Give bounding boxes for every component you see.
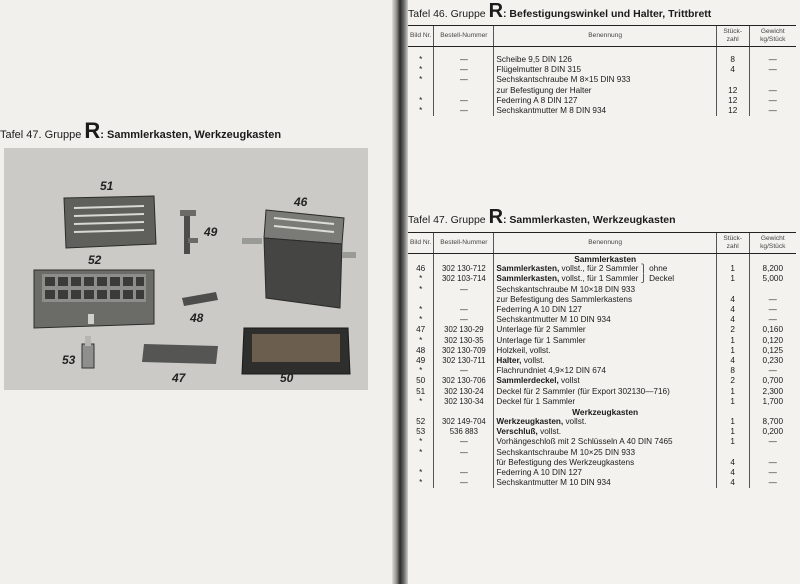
t46-table — [408, 25, 796, 116]
table-row — [408, 305, 796, 315]
cell-bestell-nummer — [434, 458, 494, 468]
cell-benennung — [494, 397, 716, 407]
cell-empty — [749, 407, 796, 417]
cell-bestell-nummer: — — [434, 478, 494, 488]
column-header: Benennung — [494, 26, 716, 47]
cell-bestell-nummer: 302 149-704 — [434, 417, 494, 427]
cell-benennung — [494, 366, 716, 376]
cell-bestell-nummer: 536 883 — [434, 427, 494, 437]
table-row — [408, 295, 796, 305]
cell-benennung — [494, 386, 716, 396]
cell-gewicht: 5,000 — [749, 274, 796, 284]
cell-bild-nr: * — [419, 335, 423, 345]
cell-bild-nr: * — [419, 396, 423, 406]
cell-stueckzahl — [716, 75, 749, 85]
cell-empty — [434, 254, 494, 265]
cell-bestell-nummer: — — [434, 55, 494, 65]
item-name-bold: Sammlerkasten, — [496, 274, 560, 284]
part-47-pad — [142, 344, 218, 364]
cell-benennung — [494, 346, 716, 356]
photo-label-53: 53 — [62, 353, 76, 367]
cell-benennung — [494, 315, 716, 325]
cell-gewicht: — — [749, 315, 796, 325]
cell-bestell-nummer: — — [434, 437, 494, 447]
cell-bestell-nummer: 302 103-714 — [434, 274, 494, 284]
cell-benennung — [494, 274, 716, 284]
table-row — [408, 315, 796, 325]
cell-stueckzahl: 4 — [716, 458, 749, 468]
cell-stueckzahl: 8 — [716, 55, 749, 65]
table-row — [408, 458, 796, 468]
cell-gewicht: 0,120 — [749, 336, 796, 346]
cell-gewicht: — — [749, 86, 796, 96]
cell-gewicht: — — [749, 366, 796, 376]
cell-stueckzahl: 1 — [716, 336, 749, 346]
item-name-text: zur Befestigung des Sammlerkastens — [496, 294, 633, 304]
cell-benennung — [494, 295, 716, 305]
cell-gewicht — [749, 75, 796, 85]
item-name-text: vollst., für 1 Sammler ⎭ Deckel — [559, 274, 675, 284]
column-header: Bild Nr. — [408, 26, 434, 47]
cell-bild-nr: * — [419, 95, 423, 105]
cell-bestell-nummer: 302 130-29 — [434, 325, 494, 335]
item-name-text: Deckel für 1 Sammler — [496, 396, 576, 406]
part-52-toolbox — [34, 270, 154, 328]
cell-benennung — [494, 478, 716, 488]
cell-bild-nr: * — [419, 75, 423, 85]
column-header: Stück-zahl — [716, 26, 749, 47]
cell-bild-nr: * — [419, 437, 423, 447]
cell-gewicht: — — [749, 106, 796, 116]
column-header: Stück-zahl — [716, 233, 749, 254]
item-name-text: Sechskantmutter M 10 DIN 934 — [496, 315, 611, 325]
cell-gewicht: 2,300 — [749, 386, 796, 396]
cell-stueckzahl — [716, 285, 749, 295]
photo-label-46: 46 — [294, 195, 308, 209]
cell-stueckzahl: 1 — [716, 274, 749, 284]
table-row — [408, 55, 796, 65]
cell-bild-nr: 47 — [416, 325, 426, 335]
group-heading: Werkzeugkasten — [494, 407, 716, 417]
photo-label-50: 50 — [280, 371, 294, 385]
cell-bestell-nummer: 302 130-35 — [434, 336, 494, 346]
cell-benennung — [494, 305, 716, 315]
cell-bild-nr — [408, 458, 434, 468]
cell-stueckzahl: 12 — [716, 86, 749, 96]
table-row — [408, 427, 796, 437]
cell-benennung — [494, 285, 716, 295]
item-name-bold: Verschluß, — [496, 427, 538, 437]
cell-bild-nr: 51 — [416, 386, 426, 396]
cell-stueckzahl: 8 — [716, 366, 749, 376]
table-row — [408, 386, 796, 396]
table-row — [408, 86, 796, 96]
cell-gewicht: — — [749, 305, 796, 315]
table-row — [408, 376, 796, 386]
group-row — [408, 254, 796, 265]
cell-benennung — [494, 264, 716, 274]
part-50-cover — [242, 328, 350, 374]
t46-title: Tafel 46. Gruppe R: Befestigungswinkel und Halter, Trittbrett — [408, 0, 712, 22]
cell-benennung — [494, 468, 716, 478]
item-name-text: vollst. — [537, 427, 562, 437]
cell-benennung — [494, 106, 716, 116]
cell-benennung — [494, 448, 716, 458]
table-row — [408, 325, 796, 335]
cell-gewicht: 0,700 — [749, 376, 796, 386]
item-name-text: Sechskantschraube M 10×25 DIN 933 — [496, 447, 636, 457]
cell-bild-nr: * — [419, 305, 423, 315]
photo-label-48: 48 — [190, 311, 204, 325]
cell-gewicht: — — [749, 96, 796, 106]
cell-stueckzahl: 1 — [716, 437, 749, 447]
item-name-text: Sechskantschraube M 10×18 DIN 933 — [496, 284, 636, 294]
column-header: Bestell-Nummer — [434, 233, 494, 254]
cell-benennung — [494, 427, 716, 437]
cell-gewicht: 0,230 — [749, 356, 796, 366]
cell-bestell-nummer: — — [434, 366, 494, 376]
cell-bild-nr: * — [419, 106, 423, 116]
cell-gewicht: 8,200 — [749, 264, 796, 274]
cell-benennung — [494, 325, 716, 335]
parts-photo-drawing — [4, 148, 368, 390]
cell-bestell-nummer: — — [434, 315, 494, 325]
cell-gewicht — [749, 285, 796, 295]
cell-benennung — [494, 458, 716, 468]
cell-gewicht: — — [749, 478, 796, 488]
table-row — [408, 366, 796, 376]
t47-title: Tafel 47. Gruppe R: Sammlerkasten, Werkzeugkasten — [408, 206, 676, 228]
item-name-bold: Werkzeugkasten, — [496, 417, 564, 427]
cell-bild-nr: * — [419, 468, 423, 478]
cell-bild-nr: * — [419, 478, 423, 488]
cell-benennung — [494, 336, 716, 346]
left-page — [0, 0, 392, 584]
cell-bild-nr: * — [419, 274, 423, 284]
item-name-text: Deckel für 2 Sammler (für Export 302130—716) — [496, 386, 670, 396]
item-name-text: Federring A 8 DIN 127 — [496, 95, 578, 105]
cell-bild-nr: 53 — [416, 427, 426, 437]
cell-benennung — [494, 417, 716, 427]
item-name-text: Unterlage für 2 Sammler — [496, 325, 586, 335]
cell-gewicht: — — [749, 458, 796, 468]
column-header: Bild Nr. — [408, 233, 434, 254]
item-name-bold: Sammlerkasten, — [496, 264, 560, 274]
cell-benennung — [494, 86, 716, 96]
item-name-text: vollst., für 2 Sammler ⎫ ohne — [559, 264, 668, 274]
item-name-text: Sechskantmutter M 10 DIN 934 — [496, 478, 611, 488]
cell-bild-nr: 50 — [416, 376, 426, 386]
cell-bestell-nummer: 302 130-709 — [434, 346, 494, 356]
cell-stueckzahl: 4 — [716, 295, 749, 305]
item-name-text: Federring A 10 DIN 127 — [496, 468, 582, 478]
cell-benennung — [494, 356, 716, 366]
item-name-text: Scheibe 9,5 DIN 126 — [496, 55, 572, 65]
item-name-text: zur Befestigung der Halter — [496, 85, 592, 95]
item-name-text: Unterlage für 1 Sammler — [496, 335, 586, 345]
heading-tafel: Tafel 47. Gruppe — [0, 129, 85, 141]
table-row — [408, 106, 796, 116]
cell-gewicht: 8,700 — [749, 417, 796, 427]
cell-gewicht: 0,200 — [749, 427, 796, 437]
cell-stueckzahl — [716, 448, 749, 458]
cell-stueckzahl: 1 — [716, 417, 749, 427]
group-row — [408, 407, 796, 417]
item-name-text: für Befestigung des Werkzeugkastens — [496, 457, 635, 467]
column-header: Bestell-Nummer — [434, 26, 494, 47]
cell-benennung — [494, 96, 716, 106]
cell-stueckzahl: 2 — [716, 325, 749, 335]
photo-label-51: 51 — [100, 179, 114, 193]
left-page-heading — [0, 118, 281, 144]
cell-bild-nr: * — [419, 65, 423, 75]
cell-bild-nr: * — [419, 55, 423, 65]
t47-table — [408, 232, 796, 488]
cell-bestell-nummer: — — [434, 96, 494, 106]
cell-bild-nr: 46 — [416, 264, 426, 274]
photo-label-47: 47 — [172, 371, 186, 385]
right-page — [408, 0, 800, 584]
cell-stueckzahl: 4 — [716, 468, 749, 478]
cell-benennung — [494, 55, 716, 65]
table-row — [408, 468, 796, 478]
cell-stueckzahl: 2 — [716, 376, 749, 386]
cell-bestell-nummer: — — [434, 448, 494, 458]
cell-stueckzahl: 1 — [716, 386, 749, 396]
cell-bild-nr — [408, 86, 434, 96]
parts-photo — [4, 148, 368, 390]
cell-bestell-nummer — [434, 295, 494, 305]
cell-empty — [408, 254, 434, 265]
table-row — [408, 356, 796, 366]
cell-stueckzahl: 12 — [716, 106, 749, 116]
cell-bestell-nummer: — — [434, 65, 494, 75]
cell-stueckzahl: 4 — [716, 315, 749, 325]
cell-bestell-nummer: 302 130-34 — [434, 397, 494, 407]
table-row — [408, 417, 796, 427]
cell-bild-nr: 49 — [416, 355, 426, 365]
cell-gewicht: 0,125 — [749, 346, 796, 356]
table-row — [408, 274, 796, 284]
cell-bestell-nummer: 302 130-712 — [434, 264, 494, 274]
cell-bestell-nummer — [434, 86, 494, 96]
cell-gewicht: — — [749, 468, 796, 478]
column-header: Benennung — [494, 233, 716, 254]
cell-bestell-nummer: — — [434, 468, 494, 478]
cell-benennung — [494, 437, 716, 447]
cell-stueckzahl: 4 — [716, 356, 749, 366]
cell-bestell-nummer: 302 130-706 — [434, 376, 494, 386]
cell-gewicht: — — [749, 295, 796, 305]
cell-stueckzahl: 1 — [716, 264, 749, 274]
cell-empty — [408, 407, 434, 417]
group-heading: Sammlerkasten — [494, 254, 716, 265]
item-name-text: vollst. — [521, 355, 545, 365]
cell-empty — [749, 254, 796, 265]
cell-stueckzahl: 12 — [716, 96, 749, 106]
item-name-text: vollst. — [563, 417, 587, 427]
cell-stueckzahl: 1 — [716, 346, 749, 356]
column-header: Gewicht kg/Stück — [749, 26, 796, 47]
cell-bestell-nummer: — — [434, 285, 494, 295]
table-row — [408, 96, 796, 106]
cell-bild-nr: 52 — [416, 417, 426, 427]
item-name-text: Holzkeil, vollst. — [496, 345, 551, 355]
cell-benennung — [494, 65, 716, 75]
table-row — [408, 65, 796, 75]
table-row — [408, 346, 796, 356]
item-name-text: Sechskantmutter M 8 DIN 934 — [496, 106, 607, 116]
item-name-text: Flachrundniet 4,9×12 DIN 674 — [496, 366, 606, 376]
cell-benennung — [494, 376, 716, 386]
cell-bestell-nummer: 302 130-711 — [434, 356, 494, 366]
cell-stueckzahl: 4 — [716, 65, 749, 75]
cell-gewicht: — — [749, 55, 796, 65]
item-name-text: vollst — [558, 376, 580, 386]
heading-group-letter: R — [84, 118, 101, 143]
cell-bestell-nummer: 302 130-24 — [434, 386, 494, 396]
cell-bild-nr: * — [419, 315, 423, 325]
cell-gewicht: — — [749, 437, 796, 447]
book-gutter — [392, 0, 408, 584]
cell-bestell-nummer: — — [434, 75, 494, 85]
table-row — [408, 448, 796, 458]
cell-bild-nr: * — [419, 447, 423, 457]
cell-benennung — [494, 75, 716, 85]
table-row — [408, 397, 796, 407]
cell-gewicht: — — [749, 65, 796, 75]
table-row — [408, 478, 796, 488]
photo-label-52: 52 — [88, 253, 102, 267]
item-name-bold: Halter, — [496, 355, 522, 365]
table-row — [408, 285, 796, 295]
item-name-text: Federring A 10 DIN 127 — [496, 305, 582, 315]
cell-stueckzahl: 4 — [716, 305, 749, 315]
cell-bild-nr: * — [419, 284, 423, 294]
table-row — [408, 264, 796, 274]
cell-empty — [716, 254, 749, 265]
cell-gewicht: 0,160 — [749, 325, 796, 335]
item-name-text: Sechskantschraube M 8×15 DIN 933 — [496, 75, 631, 85]
photo-label-49: 49 — [204, 225, 218, 239]
cell-bild-nr: * — [419, 366, 423, 376]
cell-bild-nr — [408, 295, 434, 305]
heading-title: : Sammlerkasten, Werkzeugkasten — [100, 129, 282, 141]
cell-gewicht: 1,700 — [749, 397, 796, 407]
item-name-bold: Sammlerdeckel, — [496, 376, 559, 386]
column-header: Gewicht kg/Stück — [749, 233, 796, 254]
cell-empty — [716, 407, 749, 417]
table-row — [408, 437, 796, 447]
cell-stueckzahl: 4 — [716, 478, 749, 488]
table-row — [408, 75, 796, 85]
cell-stueckzahl: 1 — [716, 397, 749, 407]
cell-bestell-nummer: — — [434, 106, 494, 116]
cell-bestell-nummer: — — [434, 305, 494, 315]
cell-stueckzahl: 1 — [716, 427, 749, 437]
item-name-text: Vorhängeschloß mit 2 Schlüsseln A 40 DIN 7465 — [496, 437, 673, 447]
cell-empty — [434, 407, 494, 417]
item-name-text: Flügelmutter 8 DIN 315 — [496, 65, 582, 75]
part-51-lid — [64, 196, 156, 248]
cell-bild-nr: 48 — [416, 345, 426, 355]
cell-gewicht — [749, 448, 796, 458]
table-row — [408, 336, 796, 346]
